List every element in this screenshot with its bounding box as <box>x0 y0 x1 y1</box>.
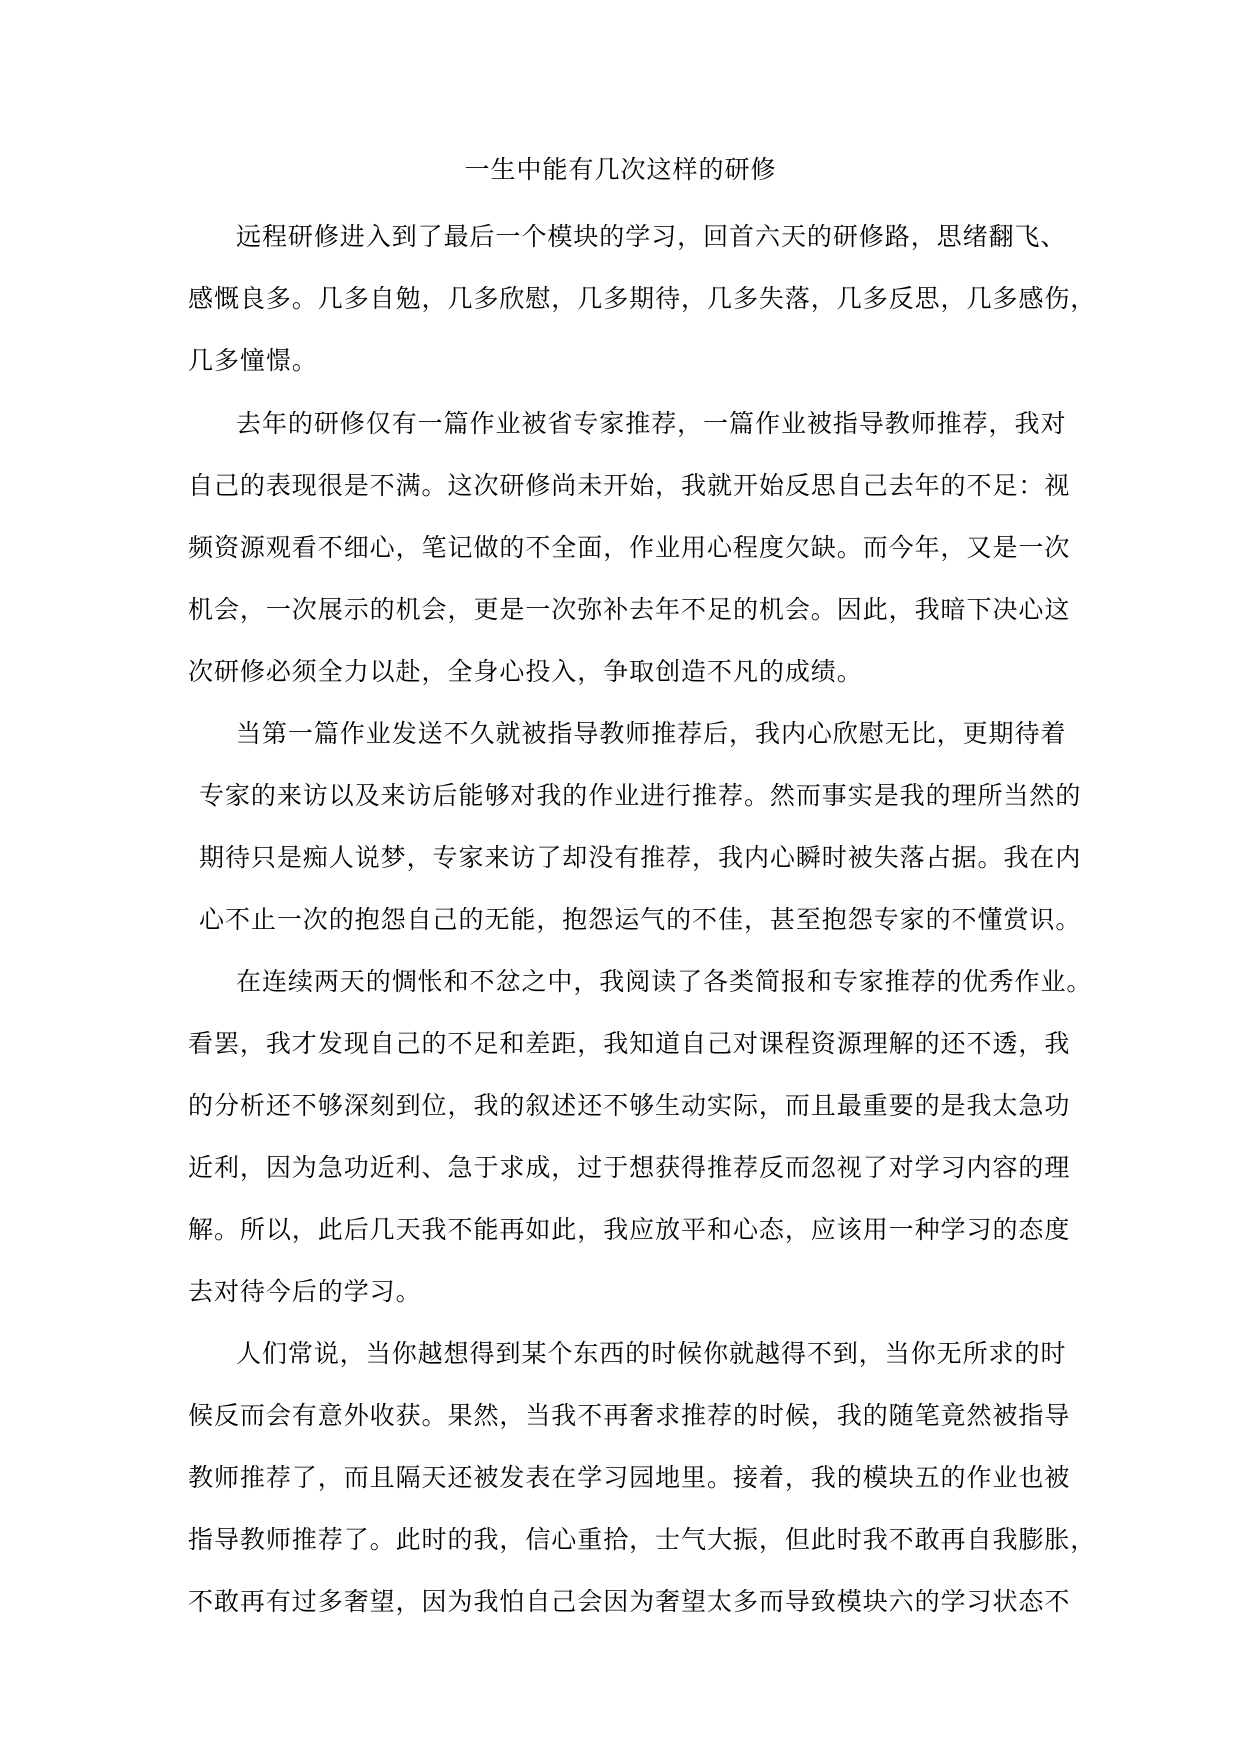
paragraph-3-line-1: 当第一篇作业发送不久就被指导教师推荐后，我内心欣慰无比，更期待着 <box>236 719 1067 748</box>
paragraph-4-line-3: 的分析还不够深刻到位，我的叙述还不够生动实际，而且最重要的是我太急功 <box>188 1091 1071 1120</box>
paragraph-5-line-3: 教师推荐了，而且隔天还被发表在学习园地里。接着，我的模块五的作业也被 <box>188 1463 1071 1492</box>
paragraph-5-line-4: 指导教师推荐了。此时的我，信心重拾，士气大振，但此时我不敢再自我膨胀， <box>188 1525 1097 1554</box>
document-title: 一生中能有几次这样的研修 <box>464 155 777 184</box>
paragraph-3-line-2: 专家的来访以及来访后能够对我的作业进行推荐。然而事实是我的理所当然的 <box>199 781 1082 810</box>
paragraph-2-line-2: 自己的表现很是不满。这次研修尚未开始，我就开始反思自己去年的不足：视 <box>188 471 1071 500</box>
paragraph-4-line-5: 解。所以，此后几天我不能再如此，我应放平和心态，应该用一种学习的态度 <box>188 1215 1071 1244</box>
paragraph-5-line-1: 人们常说，当你越想得到某个东西的时候你就越得不到，当你无所求的时 <box>236 1339 1067 1368</box>
paragraph-5-line-5: 不敢再有过多奢望，因为我怕自己会因为奢望太多而导致模块六的学习状态不 <box>188 1587 1071 1616</box>
paragraph-4-line-4: 近利，因为急功近利、急于求成，过于想获得推荐反而忽视了对学习内容的理 <box>188 1153 1071 1182</box>
paragraph-4-line-2: 看罢，我才发现自己的不足和差距，我知道自己对课程资源理解的还不透，我 <box>188 1029 1071 1058</box>
paragraph-2-line-4: 机会，一次展示的机会，更是一次弥补去年不足的机会。因此，我暗下决心这 <box>188 595 1071 624</box>
paragraph-1-line-2: 感慨良多。几多自勉，几多欣慰，几多期待，几多失落，几多反思，几多感伤， <box>188 284 1097 313</box>
paragraph-3-line-4: 心不止一次的抱怨自己的无能，抱怨运气的不佳，甚至抱怨专家的不懂赏识。 <box>199 905 1082 934</box>
paragraph-1-line-3: 几多憧憬。 <box>188 346 318 375</box>
paragraph-5-line-2: 候反而会有意外收获。果然，当我不再奢求推荐的时候，我的随笔竟然被指导 <box>188 1401 1071 1430</box>
paragraph-1-line-1: 远程研修进入到了最后一个模块的学习，回首六天的研修路，思绪翻飞、 <box>236 222 1067 251</box>
paragraph-2-line-1: 去年的研修仅有一篇作业被省专家推荐，一篇作业被指导教师推荐，我对 <box>236 409 1067 438</box>
paragraph-3-line-3: 期待只是痴人说梦，专家来访了却没有推荐，我内心瞬时被失落占据。我在内 <box>199 843 1082 872</box>
paragraph-2-line-3: 频资源观看不细心，笔记做的不全面，作业用心程度欠缺。而今年，又是一次 <box>188 533 1071 562</box>
paragraph-2-line-5: 次研修必须全力以赴，全身心投入，争取创造不凡的成绩。 <box>188 657 863 686</box>
paragraph-4-line-1: 在连续两天的惆怅和不忿之中，我阅读了各类简报和专家推荐的优秀作业。 <box>236 967 1093 996</box>
paragraph-4-line-6: 去对待今后的学习。 <box>188 1277 422 1306</box>
